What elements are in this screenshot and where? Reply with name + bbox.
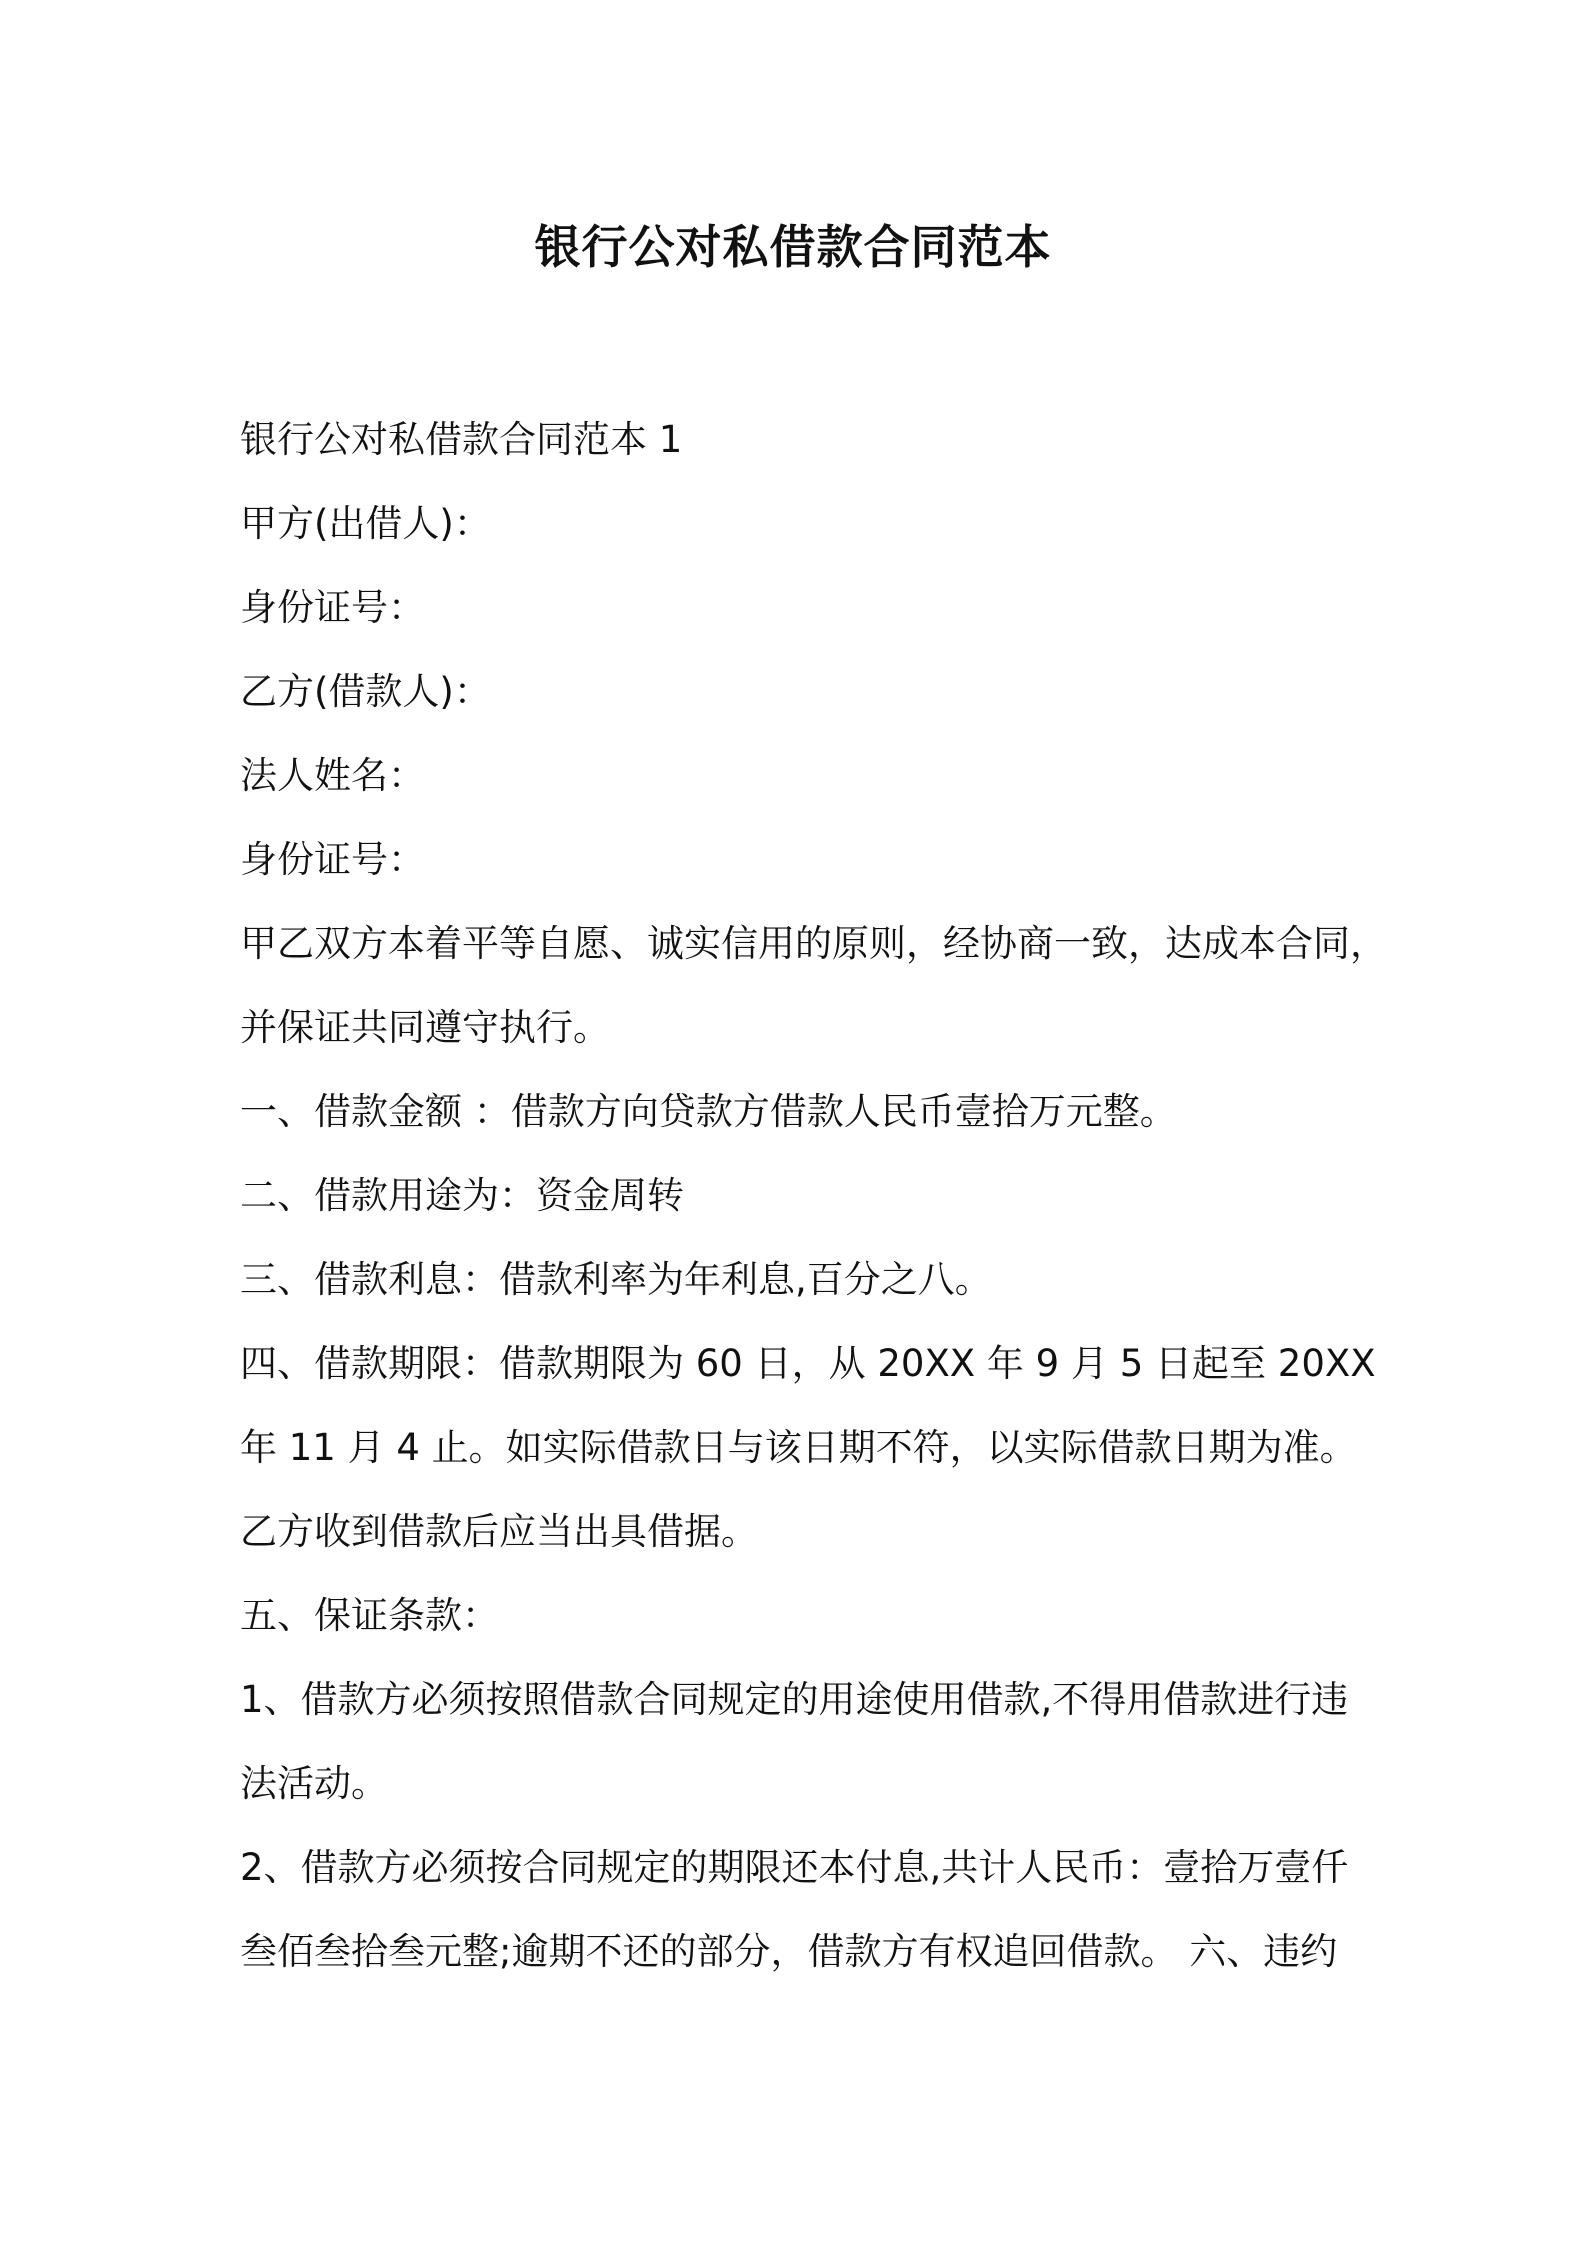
text-line: 并保证共同遵守执行。: [240, 1006, 610, 1049]
document-body: [240, 398, 1387, 1994]
text-line: 法人姓名：: [240, 754, 425, 797]
text-line: 1、借款方必须按照借款合同规定的用途使用借款,不得用借款进行违: [240, 1678, 1349, 1721]
text-line: 三、借款利息：借款利率为年利息,百分之八。: [240, 1258, 992, 1301]
document-title: 银行公对私借款合同范本: [534, 220, 1052, 274]
text-line: 年 11 月 4 止。如实际借款日与该日期不符，以实际借款日期为准。: [240, 1426, 1357, 1469]
text-line: 甲方(出借人)：: [240, 502, 491, 545]
text-line: 二、借款用途为：资金周转: [240, 1174, 684, 1217]
text-line: 一、借款金额 ：借款方向贷款方借款人民币壹拾万元整。: [240, 1090, 1177, 1133]
text-line: 身份证号：: [240, 586, 425, 629]
text-line: 法活动。: [240, 1762, 388, 1805]
text-line: 银行公对私借款合同范本 1: [240, 418, 683, 461]
text-line: 甲乙双方本着平等自愿、诚实信用的原则，经协商一致，达成本合同，: [240, 922, 1387, 965]
text-line: 叁佰叁拾叁元整;逾期不还的部分，借款方有权追回借款。 六、违约: [240, 1930, 1338, 1973]
text-line: 2、借款方必须按合同规定的期限还本付息,共计人民币：壹拾万壹仟: [240, 1846, 1349, 1889]
text-line: 身份证号：: [240, 838, 425, 881]
text-line: 四、借款期限：借款期限为 60 日，从 20XX 年 9 月 5 日起至 20XX: [240, 1342, 1376, 1385]
text-line: 五、保证条款：: [240, 1594, 499, 1637]
text-line: 乙方(借款人)：: [240, 670, 491, 713]
text-line: 乙方收到借款后应当出具借据。: [240, 1510, 758, 1553]
